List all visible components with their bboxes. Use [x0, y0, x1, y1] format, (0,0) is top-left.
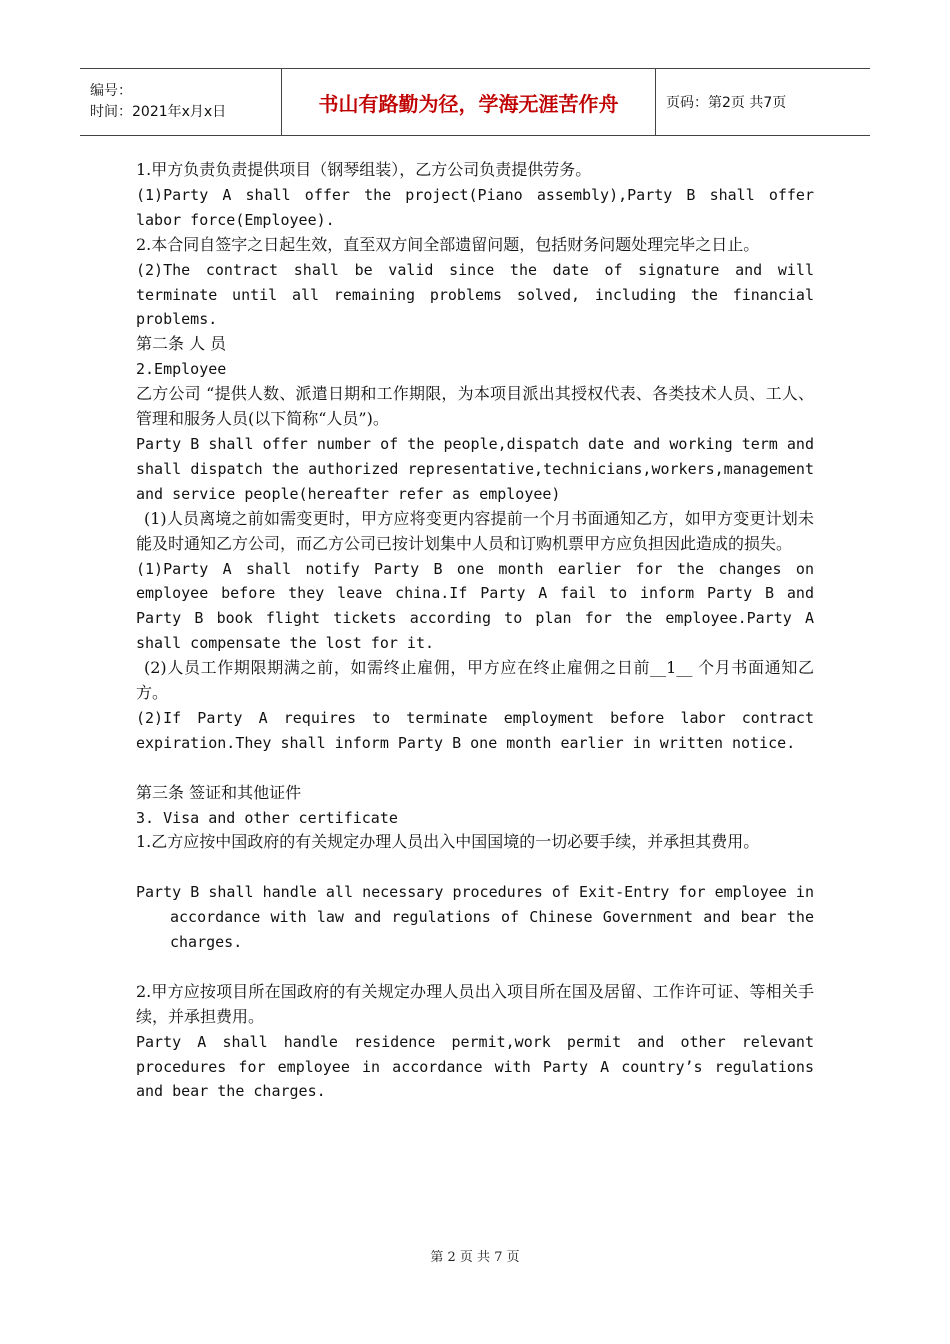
paragraph: (1)人员离境之前如需变更时，甲方应将变更内容提前一个月书面通知乙方，如甲方变更计划未能及时通知乙方公司，而乙方公司已按计划集中人员和订购机票甲方应负担因此造成的损失。	[136, 508, 814, 553]
footer-page-number: 第 2 页 共 7 页	[430, 1250, 520, 1265]
paragraph: 1.乙方应按中国政府的有关规定办理人员出入中国国境的一切必要手续，并承担其费用。	[136, 832, 760, 852]
header-meta	[80, 69, 282, 135]
paragraph: 2.甲方应按项目所在国政府的有关规定办理人员出入项目所在国及居留、工作许可证、等相关手续，并承担费用。	[136, 981, 814, 1026]
paragraph: (2)人员工作期限期满之前，如需终止雇佣，甲方应在终止雇佣之日前__1__ 个月书面通知乙方。	[136, 658, 814, 703]
section-heading: 第二条 人 员	[136, 334, 227, 354]
header-motto	[282, 69, 656, 135]
header-page-number	[656, 69, 870, 135]
paragraph: Party B shall offer number of the people,dispatch date and working term and shall dispatch the authorized representative,technicians,workers,management and service people(hereafter refer as employee)	[136, 434, 814, 503]
document-body	[136, 158, 814, 1104]
motto-text: 书山有路勤为径，学海无涯苦作舟	[318, 91, 619, 116]
section-heading: 2.Employee	[136, 360, 227, 379]
section-heading: 第三条 签证和其他证件	[136, 782, 302, 802]
paragraph: (1)Party A shall notify Party B one month earlier for the changes on employee before they leave china.If Party A fail to inform Party B and Party B book flight tickets according to plan for the employee.Party A shall compensate the lost for it.	[136, 559, 814, 653]
spacer	[136, 955, 814, 980]
paragraph: 1.甲方负责负责提供项目（钢琴组装），乙方公司负责提供劳务。	[136, 160, 592, 179]
spacer	[136, 855, 814, 880]
paragraph: 2.本合同自签字之日起生效，直至双方间全部遗留问题，包括财务问题处理完毕之日止。	[136, 234, 760, 254]
spacer	[136, 756, 814, 781]
document-number-label: 编号：	[90, 83, 132, 99]
page-header	[80, 68, 870, 136]
paragraph: (1)Party A shall offer the project(Piano assembly),Party B shall offer labor force(Employee).	[136, 185, 814, 229]
paragraph: Party B shall handle all necessary procedures of Exit-Entry for employee in accordance with law and regulations of Chinese Government and bear the charges.	[136, 883, 814, 952]
page-footer	[0, 1246, 950, 1265]
paragraph: 乙方公司 “提供人数、派遣日期和工作期限，为本项目派出其授权代表、各类技术人员、工人、管理和服务人员(以下简称“人员”)。	[136, 384, 814, 429]
paragraph: (2)The contract shall be valid since the date of signature and will terminate until all remaining problems solved, including the financial problems.	[136, 260, 814, 329]
page-number-label: 页码：第2页 共7页	[666, 95, 787, 111]
paragraph: Party A shall handle residence permit,work permit and other relevant procedures for employee in accordance with Party A country’s regulations and bear the charges.	[136, 1032, 814, 1101]
document-date-label: 时间：2021年x月x日	[90, 104, 227, 120]
section-heading: 3. Visa and other certificate	[136, 808, 398, 827]
paragraph: (2)If Party A requires to terminate employment before labor contract expiration.They shall inform Party B one month earlier in written notice.	[136, 708, 814, 752]
